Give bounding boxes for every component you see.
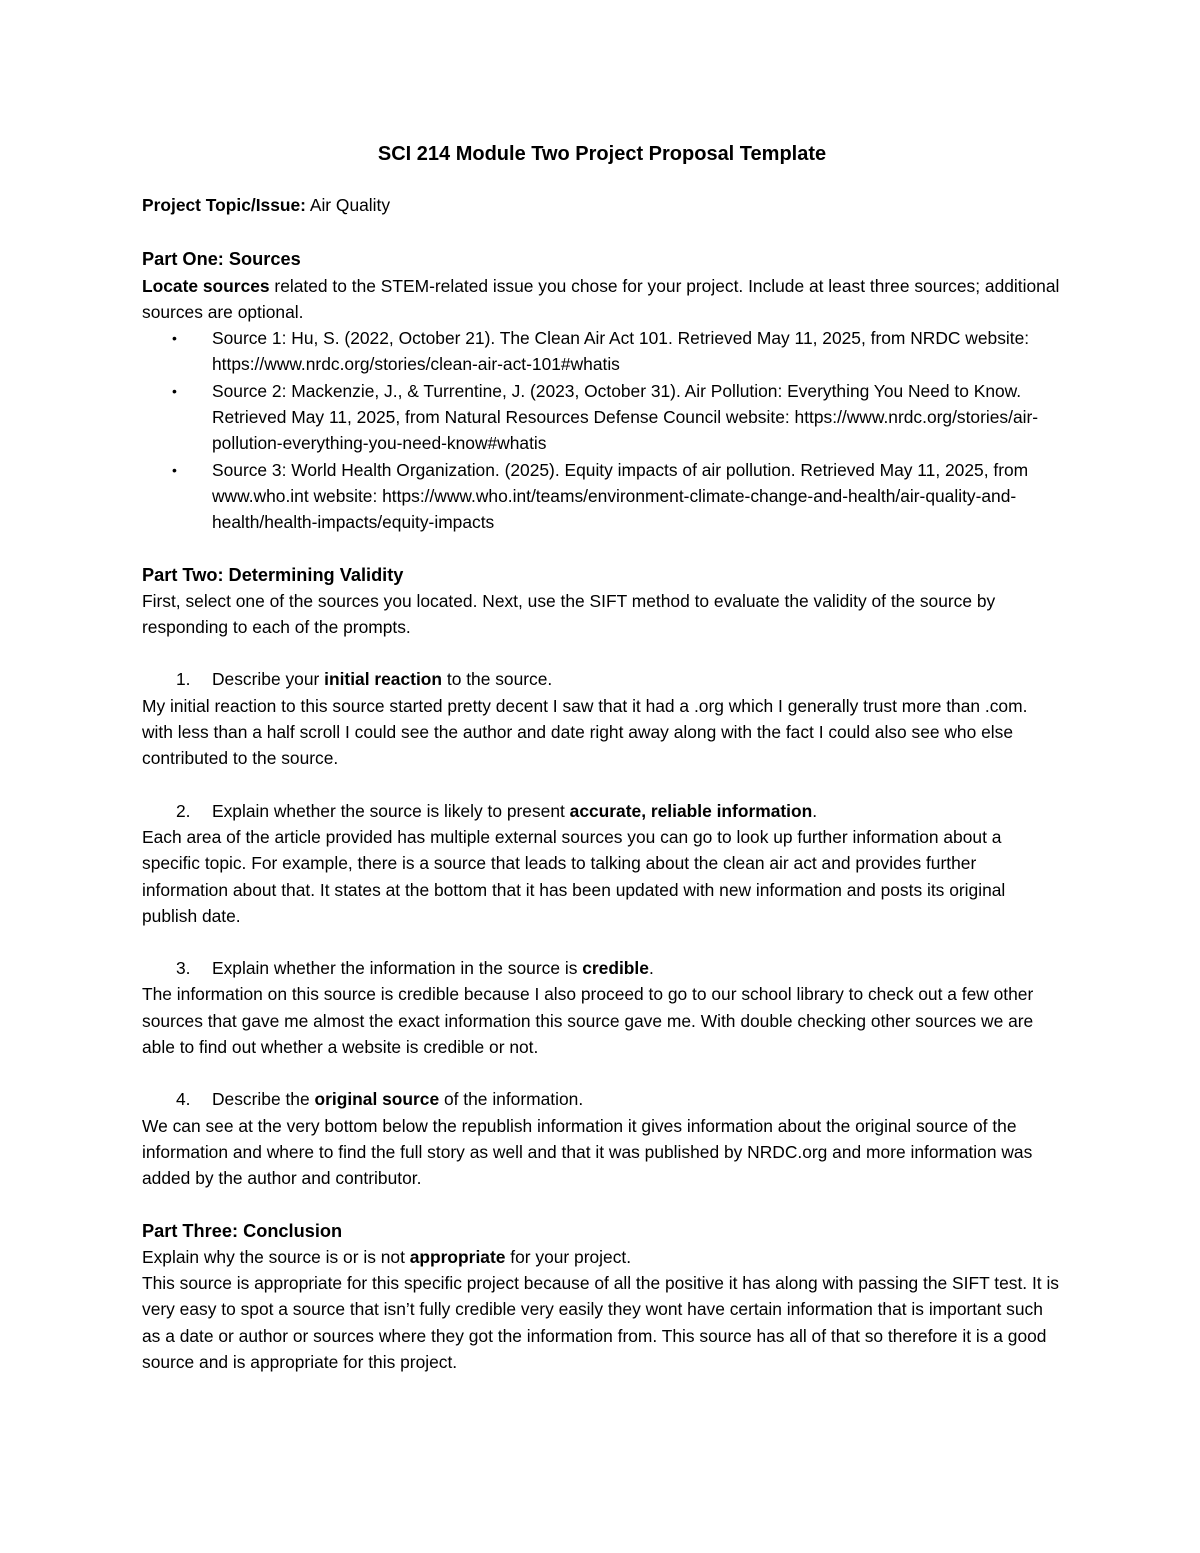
question-bold: original source <box>314 1089 440 1110</box>
part-three-prompt-suffix: for your project. <box>505 1246 632 1267</box>
question-prefix: Describe the <box>212 1089 315 1110</box>
question-number: 4. <box>176 1089 191 1110</box>
question-prefix: Describe your <box>212 669 325 690</box>
part-one-instruction-bold: Locate sources <box>142 275 270 296</box>
part-one-heading: Part One: Sources <box>142 249 301 270</box>
question-prompt <box>142 1086 1062 1112</box>
source-item <box>172 457 1062 536</box>
question-prompt <box>142 666 1062 692</box>
question-suffix: of the information. <box>439 1089 584 1110</box>
document-title: SCI 214 Module Two Project Proposal Template <box>377 143 827 165</box>
part-three-prompt <box>142 1244 1062 1270</box>
source-text: Source 1: Hu, S. (2022, October 21). The Clean Air Act 101. Retrieved May 11, 2025, from NRDC website: https://www.nrdc.org/stories/clean-air-act-101#whatis <box>212 328 1030 375</box>
part-three-heading: Part Three: Conclusion <box>142 1220 343 1241</box>
source-text: Source 3: World Health Organization. (2025). Equity impacts of air pollution. Retrieved May 11, 2025, from www.who.int website: https://www.who.int/teams/environment-climate-change-and-health/air-quality-and-health/health-impacts/equity-impacts <box>212 459 1029 533</box>
question-number: 1. <box>176 669 191 690</box>
part-two-heading: Part Two: Determining Validity <box>142 564 404 585</box>
bullet-icon: • <box>172 330 177 347</box>
question-prefix: Explain whether the information in the source is <box>212 958 583 979</box>
part-two-instruction: First, select one of the sources you located. Next, use the SIFT method to evaluate the validity of the source by responding to each of the prompts. <box>142 590 996 638</box>
question-number: 3. <box>176 958 191 979</box>
part-three-prompt-prefix: Explain why the source is or is not <box>142 1246 410 1267</box>
question-block <box>142 798 1062 929</box>
question-bold: initial reaction <box>324 669 443 690</box>
document-content <box>142 138 1062 1375</box>
source-text: Source 2: Mackenzie, J., & Turrentine, J. (2023, October 31). Air Pollution: Everything You Need to Know. Retrieved May 11, 2025, from Natural Resources Defense Council website: https://www.nrdc.org/stories/air-pollution-everything-you-need-know#whatis <box>212 380 1039 454</box>
source-item <box>172 325 1062 378</box>
question-bold: credible <box>582 958 649 979</box>
part-three-prompt-bold: appropriate <box>409 1246 506 1267</box>
source-item <box>172 378 1062 457</box>
question-answer: Each area of the article provided has multiple external sources you can go to look up further information about a specific topic. For example, there is a source that leads to talking about the clean air act and provides further information about that. It states at the bottom that it has been updated with new information and posts its original publish date. <box>142 826 1006 926</box>
question-bold: accurate, reliable information <box>569 800 813 821</box>
question-number: 2. <box>176 800 191 821</box>
question-answer: My initial reaction to this source started pretty decent I saw that it had a .org which I generally trust more than .com. with less than a half scroll I could see the author and date right away along with the fact I could also see who else contributed to the source. <box>142 695 1028 769</box>
question-answer: We can see at the very bottom below the republish information it gives information about the original source of the information and where to find the full story as well and that it was published by NRDC.org and more information was added by the author and contributor. <box>142 1115 1033 1189</box>
question-block <box>142 1086 1062 1191</box>
sources-list <box>142 325 1062 535</box>
project-topic-label: Project Topic/Issue: <box>142 195 306 215</box>
question-suffix: . <box>648 958 654 979</box>
project-topic-line <box>142 192 1062 218</box>
part-three-answer: This source is appropriate for this specific project because of all the positive it has along with passing the SIFT test. It is very easy to spot a source that isn’t fully credible very easily they wont have certain information that is important such as a date or author or sources where they got the information from. This source has all of that so therefore it is a good source and is appropriate for this project. <box>142 1273 1059 1372</box>
question-block <box>142 955 1062 1060</box>
question-suffix: . <box>812 800 818 821</box>
bullet-icon: • <box>172 461 177 478</box>
part-two-section <box>142 562 1062 1192</box>
part-one-instruction-rest: related to the STEM-related issue you chose for your project. Include at least three sources; additional sources are optional. <box>142 275 1060 322</box>
part-one-instruction <box>142 273 1062 326</box>
question-prefix: Explain whether the source is likely to present <box>212 800 570 821</box>
bullet-icon: • <box>172 382 177 399</box>
part-three-section <box>142 1218 1062 1376</box>
question-prompt <box>142 955 1062 981</box>
question-block <box>142 666 1062 771</box>
project-topic-value: Air Quality <box>305 195 391 215</box>
question-answer: The information on this source is credible because I also proceed to go to our school library to check out a few other sources that gave me almost the exact information this source gave me. With double checking other sources we are able to find out whether a website is credible or not. <box>142 984 1034 1058</box>
question-prompt <box>142 798 1062 824</box>
question-suffix: to the source. <box>442 669 553 690</box>
part-one-section <box>142 246 1062 535</box>
